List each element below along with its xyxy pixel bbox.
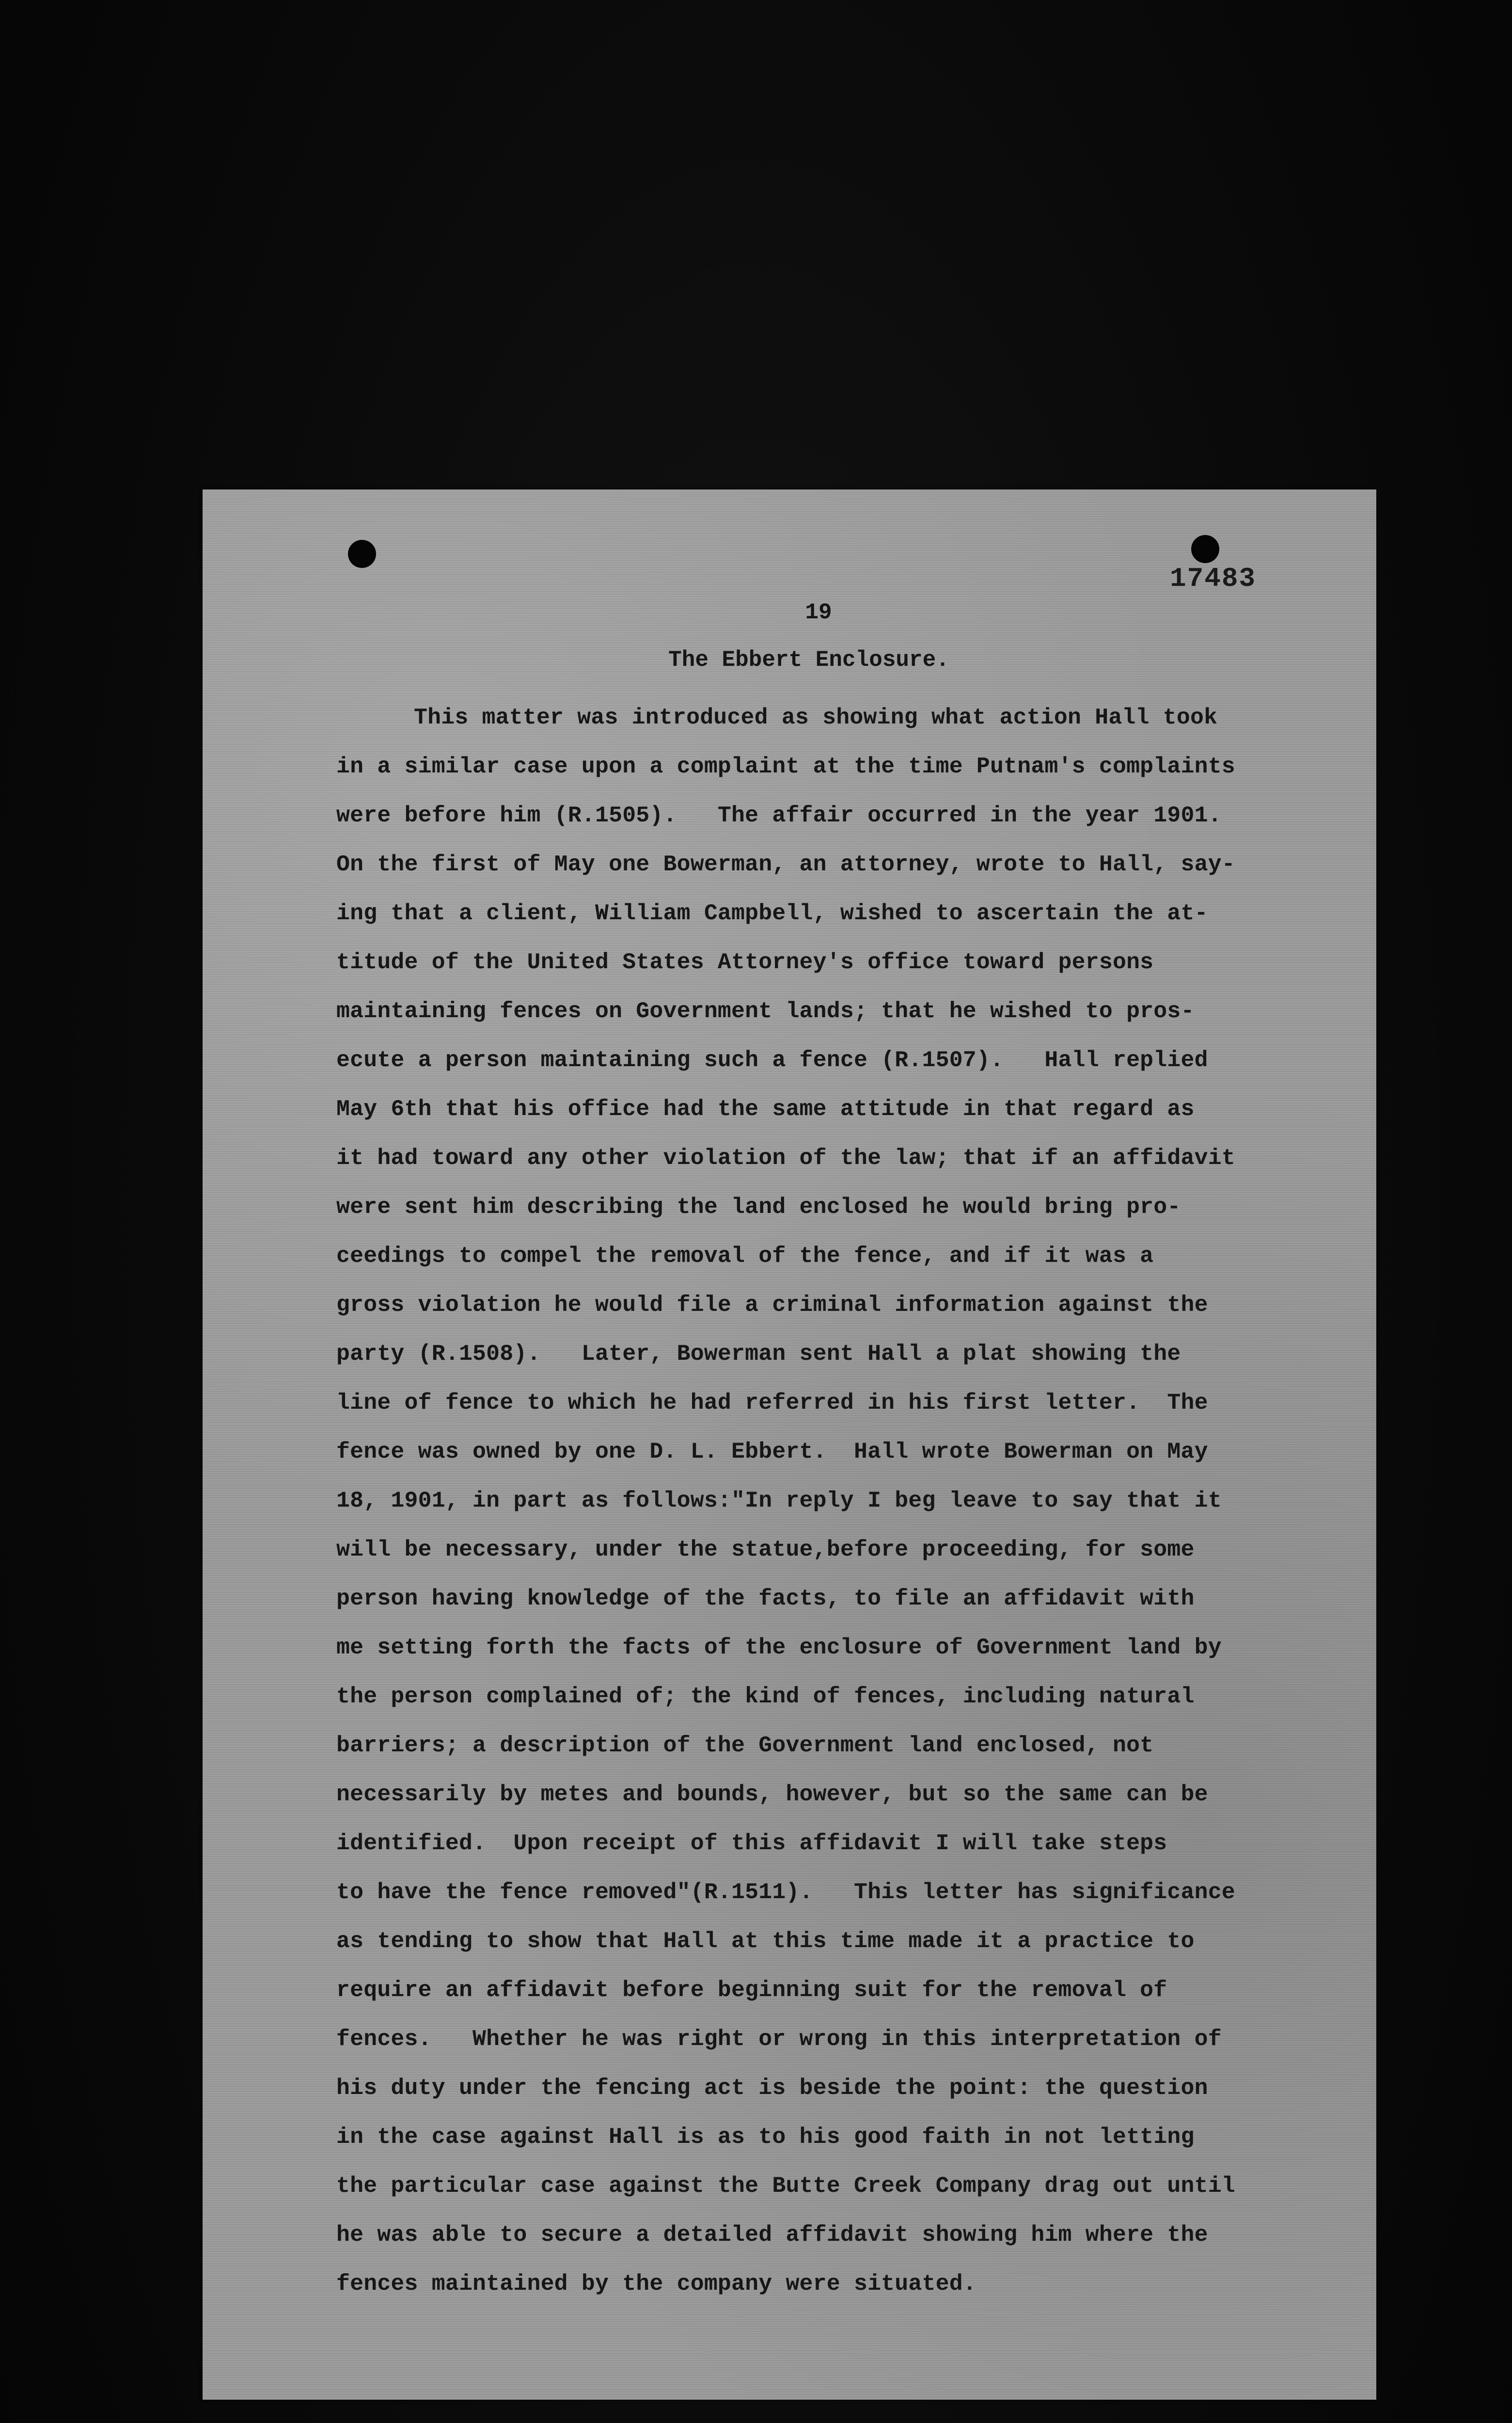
text-line: were sent him describing the land enclosed he would bring pro- [336, 1194, 1181, 1220]
text-line: were before him (R.1505). The affair occurred in the year 1901. [336, 802, 1222, 828]
text-line: in a similar case upon a complaint at the time Putnam's complaints [336, 754, 1235, 779]
text-line: maintaining fences on Government lands; that he wished to pros- [336, 998, 1195, 1024]
text-line: the person complained of; the kind of fences, including natural [336, 1684, 1195, 1709]
text-line: it had toward any other violation of the law; that if an affidavit [336, 1145, 1235, 1171]
text-line: line of fence to which he had referred in his first letter. The [336, 1390, 1208, 1416]
text-line: gross violation he would file a criminal information against the [336, 1292, 1208, 1318]
text-line: ecute a person maintaining such a fence (R.1507). Hall replied [336, 1047, 1208, 1073]
text-line: identified. Upon receipt of this affidavit I will take steps [336, 1830, 1167, 1856]
text-line: On the first of May one Bowerman, an attorney, wrote to Hall, say- [336, 851, 1235, 877]
text-line: require an affidavit before beginning suit for the removal of [336, 1977, 1167, 2003]
page-number: 19 [805, 600, 832, 625]
text-line: fences maintained by the company were situated. [336, 2271, 976, 2297]
text-line: his duty under the fencing act is beside the point: the question [336, 2075, 1208, 2101]
text-line: fences. Whether he was right or wrong in this interpretation of [336, 2026, 1222, 2052]
text-line: 18, 1901, in part as follows:"In reply I beg leave to say that it [336, 1488, 1222, 1513]
text-line: barriers; a description of the Government land enclosed, not [336, 1732, 1154, 1758]
archive-stamp-number: 17483 [1170, 563, 1257, 594]
body-text [336, 693, 1335, 2308]
text-line: to have the fence removed"(R.1511). This letter has significance [336, 1879, 1235, 1905]
punch-hole [348, 540, 376, 568]
section-heading: The Ebbert Enclosure. [668, 647, 949, 673]
text-line: me setting forth the facts of the enclosure of Government land by [336, 1635, 1222, 1660]
text-line: ceedings to compel the removal of the fence, and if it was a [336, 1243, 1154, 1269]
punch-hole [1191, 535, 1219, 563]
text-line: May 6th that his office had the same attitude in that regard as [336, 1096, 1195, 1122]
text-line: necessarily by metes and bounds, however, but so the same can be [336, 1781, 1208, 1807]
document-page [203, 489, 1376, 2400]
text-line: ing that a client, William Campbell, wished to ascertain the at- [336, 900, 1208, 926]
text-line: fence was owned by one D. L. Ebbert. Hall wrote Bowerman on May [336, 1439, 1208, 1464]
text-line: in the case against Hall is as to his good faith in not letting [336, 2124, 1195, 2150]
text-line: the particular case against the Butte Creek Company drag out until [336, 2173, 1235, 2199]
text-line: as tending to show that Hall at this time made it a practice to [336, 1928, 1195, 1954]
text-line: This matter was introduced as showing what action Hall took [414, 705, 1218, 730]
text-line: person having knowledge of the facts, to file an affidavit with [336, 1586, 1195, 1611]
text-line: he was able to secure a detailed affidavit showing him where the [336, 2222, 1208, 2248]
text-line: party (R.1508). Later, Bowerman sent Hall a plat showing the [336, 1341, 1181, 1367]
text-line: will be necessary, under the statue,before proceeding, for some [336, 1537, 1195, 1562]
text-line: titude of the United States Attorney's office toward persons [336, 949, 1154, 975]
